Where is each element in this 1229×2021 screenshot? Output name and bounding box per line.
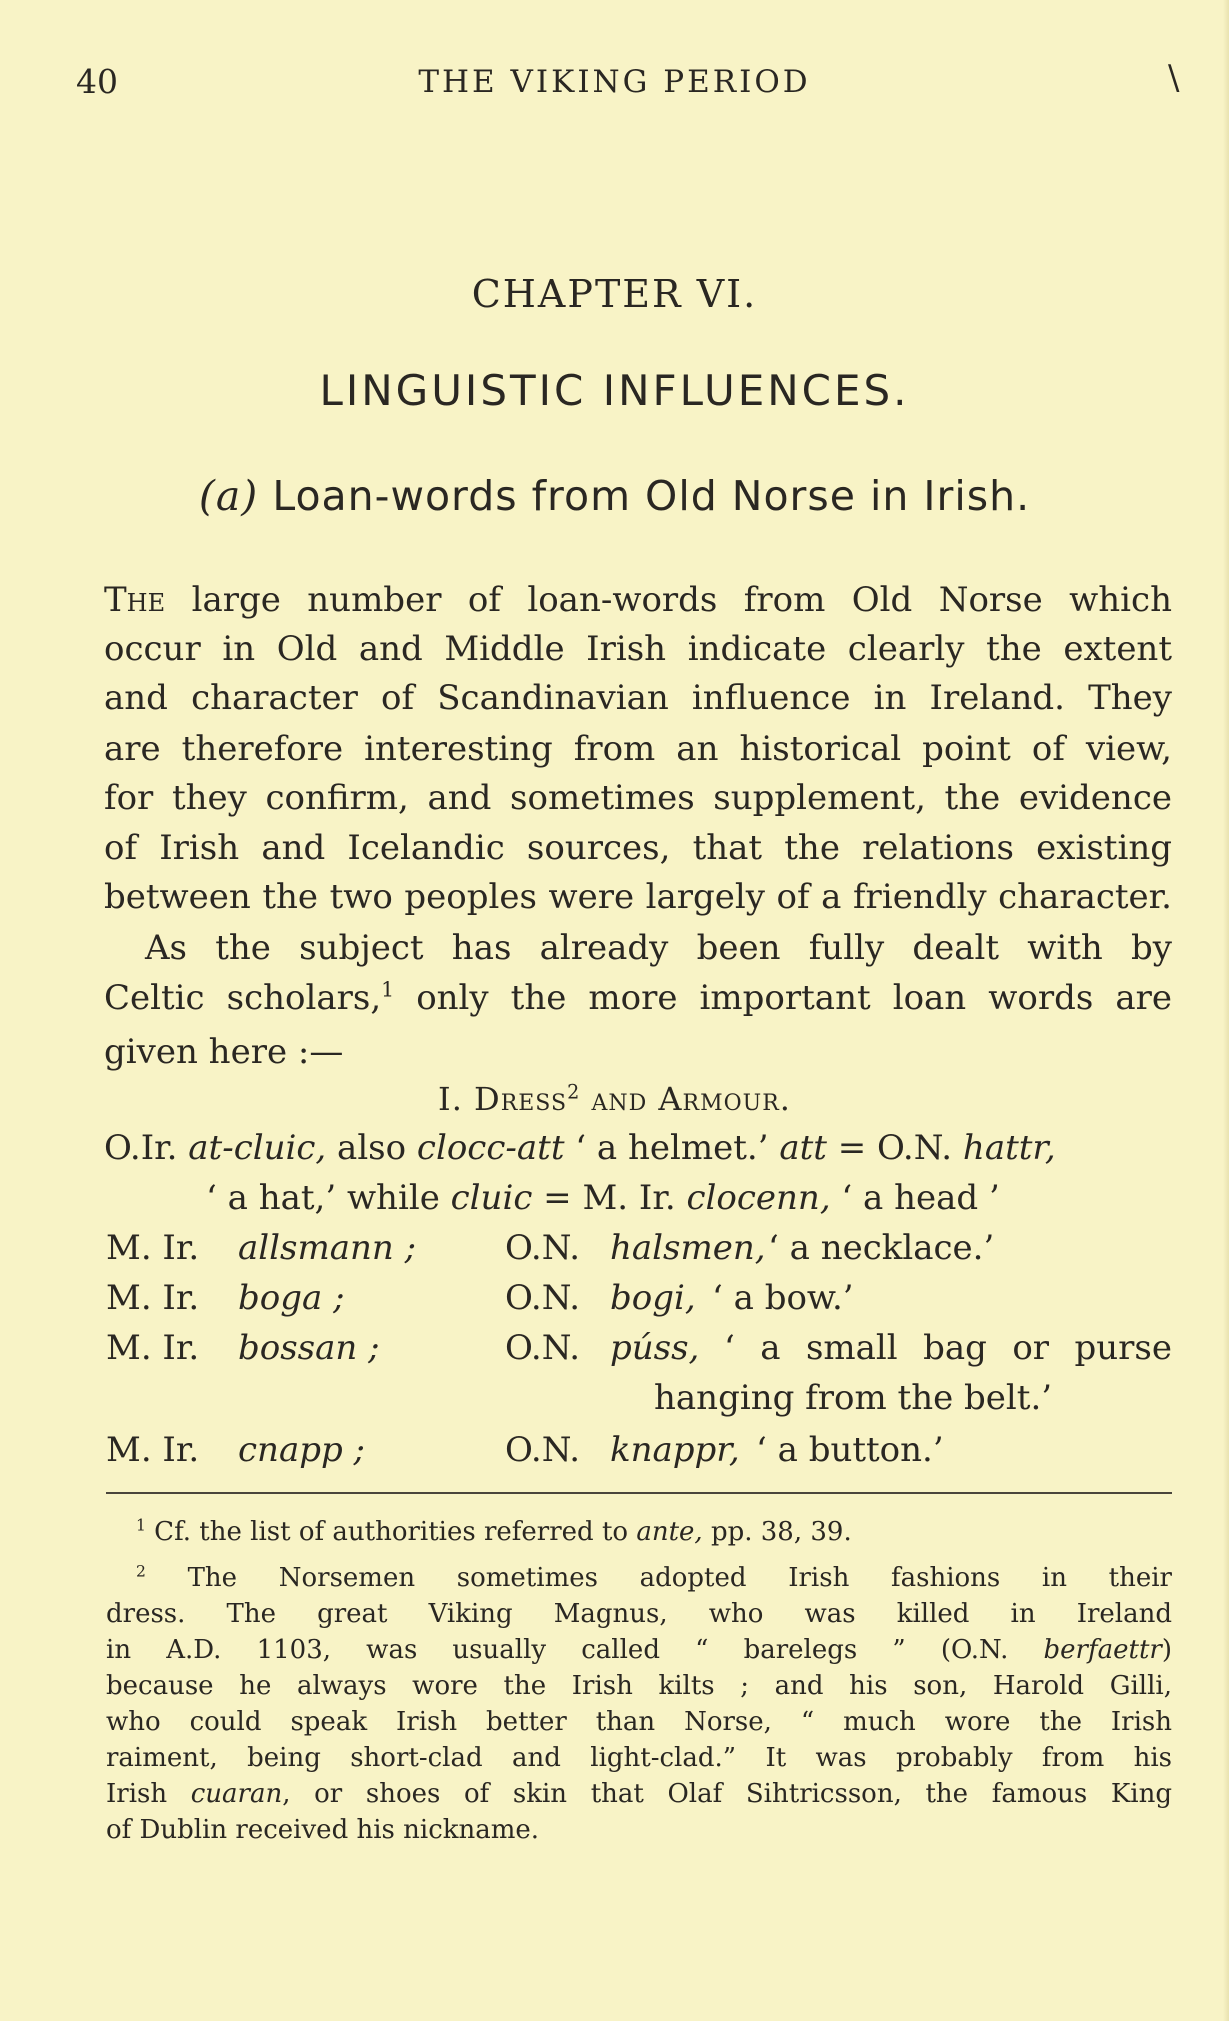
list-heading: [0, 1080, 1229, 1118]
entry-text: also: [326, 1128, 417, 1168]
entry-gloss: ‘ a necklace.’: [768, 1228, 995, 1268]
entry-helmet: [104, 1126, 1172, 1170]
footnote-text: ): [1161, 1635, 1172, 1665]
footnote-line: [136, 1514, 1172, 1550]
entry-word: púss,: [610, 1328, 700, 1368]
entry-gloss: ‘ a small bag or purse: [724, 1328, 1172, 1368]
entry-lang: O.N.: [505, 1228, 581, 1268]
footnote-line: [136, 1560, 1172, 1596]
footnote-text: , was usually called “ barelegs ” (O.N.: [322, 1635, 1044, 1665]
list-heading-and: and: [591, 1080, 648, 1118]
entry-gloss: ‘ a bow.’: [712, 1278, 854, 1318]
entry-lang: O.N.: [505, 1328, 581, 1368]
entry-text: ‘ a head ’: [830, 1178, 1000, 1218]
footnote-line: raiment, being short-clad and light-clad.” It was probably from his: [106, 1743, 1172, 1773]
footnote-italic: berfaettr: [1043, 1635, 1162, 1665]
footnote-text: Cf. the list of authorities referred to: [145, 1517, 637, 1547]
entry-lang: M. Ir.: [106, 1278, 200, 1318]
entry-helmet-continued: [206, 1176, 1000, 1220]
page-header: [0, 58, 1229, 102]
footnote-text: Irish: [106, 1779, 191, 1809]
footnote-text: pp. 38, 39.: [702, 1517, 852, 1547]
footnote-rule: [106, 1492, 1172, 1494]
corner-mark: \: [1168, 58, 1180, 98]
entry-text: O.Ir.: [104, 1128, 189, 1168]
chapter-title: LINGUISTIC INFLUENCES.: [319, 366, 910, 415]
section-title: [0, 472, 1229, 520]
entry-text: ‘ a hat,’ while: [206, 1178, 451, 1218]
list-heading-armour: Armour.: [658, 1080, 791, 1118]
line-text: large number of loan-words from Old Norse which: [165, 580, 1172, 620]
footnote-line: who could speak Irish better than Norse, “ much wore the Irish: [106, 1707, 1172, 1737]
section-title-prefix: (a): [198, 472, 259, 520]
footnote-italic: cuaran: [190, 1779, 283, 1809]
chapter-number: CHAPTER VI.: [471, 272, 758, 316]
footnote-line: dress. The great Viking Magnus, who was killed in Ireland: [106, 1599, 1172, 1629]
entry-word: cnapp ;: [238, 1430, 366, 1470]
drop-word: The: [104, 580, 166, 620]
entry-word: allsmann ;: [238, 1228, 417, 1268]
entry-lang: M. Ir.: [106, 1228, 200, 1268]
page-number: 40: [76, 62, 118, 101]
line-text: Celtic scholars,: [104, 978, 382, 1018]
footnote-date: A.D. 1103: [166, 1635, 323, 1665]
entry-italic: clocenn,: [686, 1178, 831, 1218]
footnote-text: The Norsemen sometimes adopted Irish fashions in their: [145, 1563, 1172, 1593]
footnote-ref: 2: [567, 1080, 581, 1104]
list-heading-number: I.: [438, 1080, 463, 1118]
footnote-line: [106, 1632, 1172, 1668]
paragraph-line: are therefore interesting from an historical point of view,: [104, 729, 1172, 769]
footnote-italic: ante,: [636, 1517, 703, 1547]
footnote-text: , or shoes of skin that Olaf Sihtricsson, the famous King: [282, 1779, 1172, 1809]
paragraph-line: occur in Old and Middle Irish indicate clearly the extent: [104, 629, 1172, 669]
entry-text: ‘ a helmet.’: [564, 1128, 780, 1168]
footnote-text: in: [106, 1635, 167, 1665]
entry-lang: M. Ir.: [106, 1430, 200, 1470]
entry-text: = O.N.: [826, 1128, 963, 1168]
footnote-number: 1: [136, 1516, 146, 1535]
running-title: THE VIKING PERIOD: [418, 64, 811, 100]
footnote-line: of Dublin received his nickname.: [106, 1815, 540, 1845]
paragraph-line: and character of Scandinavian influence in Ireland. They: [104, 678, 1172, 718]
paragraph-line: [104, 578, 1172, 622]
list-heading-dress: Dress: [474, 1080, 568, 1118]
entry-word: halsmen,: [610, 1228, 766, 1268]
entry-gloss: ‘ a button.’: [756, 1430, 944, 1470]
entry-italic: at-cluic,: [188, 1128, 327, 1168]
entry-gloss-continued: hanging from the belt.’: [654, 1378, 1053, 1418]
entry-italic: clocc-att: [416, 1128, 565, 1168]
paragraph-line: between the two peoples were largely of a friendly character.: [104, 877, 1172, 917]
footnote-number: 2: [136, 1562, 146, 1581]
footnote-line: because he always wore the Irish kilts ; and his son, Harold Gilli,: [106, 1671, 1172, 1701]
entry-lang: O.N.: [505, 1430, 581, 1470]
entry-lang: O.N.: [505, 1278, 581, 1318]
entry-word: bogi,: [610, 1278, 696, 1318]
paragraph-line: As the subject has already been fully dealt with by: [145, 928, 1172, 968]
entry-word: boga ;: [238, 1278, 345, 1318]
entry-italic: hattr,: [962, 1128, 1056, 1168]
paragraph-line: [104, 976, 1172, 1020]
entry-italic: cluic: [450, 1178, 533, 1218]
entry-lang: M. Ir.: [106, 1328, 200, 1368]
paragraph-line: of Irish and Icelandic sources, that the relations existing: [104, 828, 1172, 868]
paragraph-line: given here :—: [104, 1032, 344, 1072]
entry-italic: att: [779, 1128, 827, 1168]
section-title-text: Loan-words from Old Norse in Irish.: [272, 472, 1031, 520]
footnote-line: [106, 1776, 1172, 1812]
line-text: only the more important loan words are: [394, 978, 1172, 1018]
entry-word: knappr,: [610, 1430, 740, 1470]
entry-word: bossan ;: [238, 1328, 380, 1368]
entry-text: = M. Ir.: [532, 1178, 687, 1218]
paragraph-line: for they confirm, and sometimes supplement, the evidence: [104, 778, 1172, 818]
footnote-ref: 1: [381, 977, 395, 1002]
